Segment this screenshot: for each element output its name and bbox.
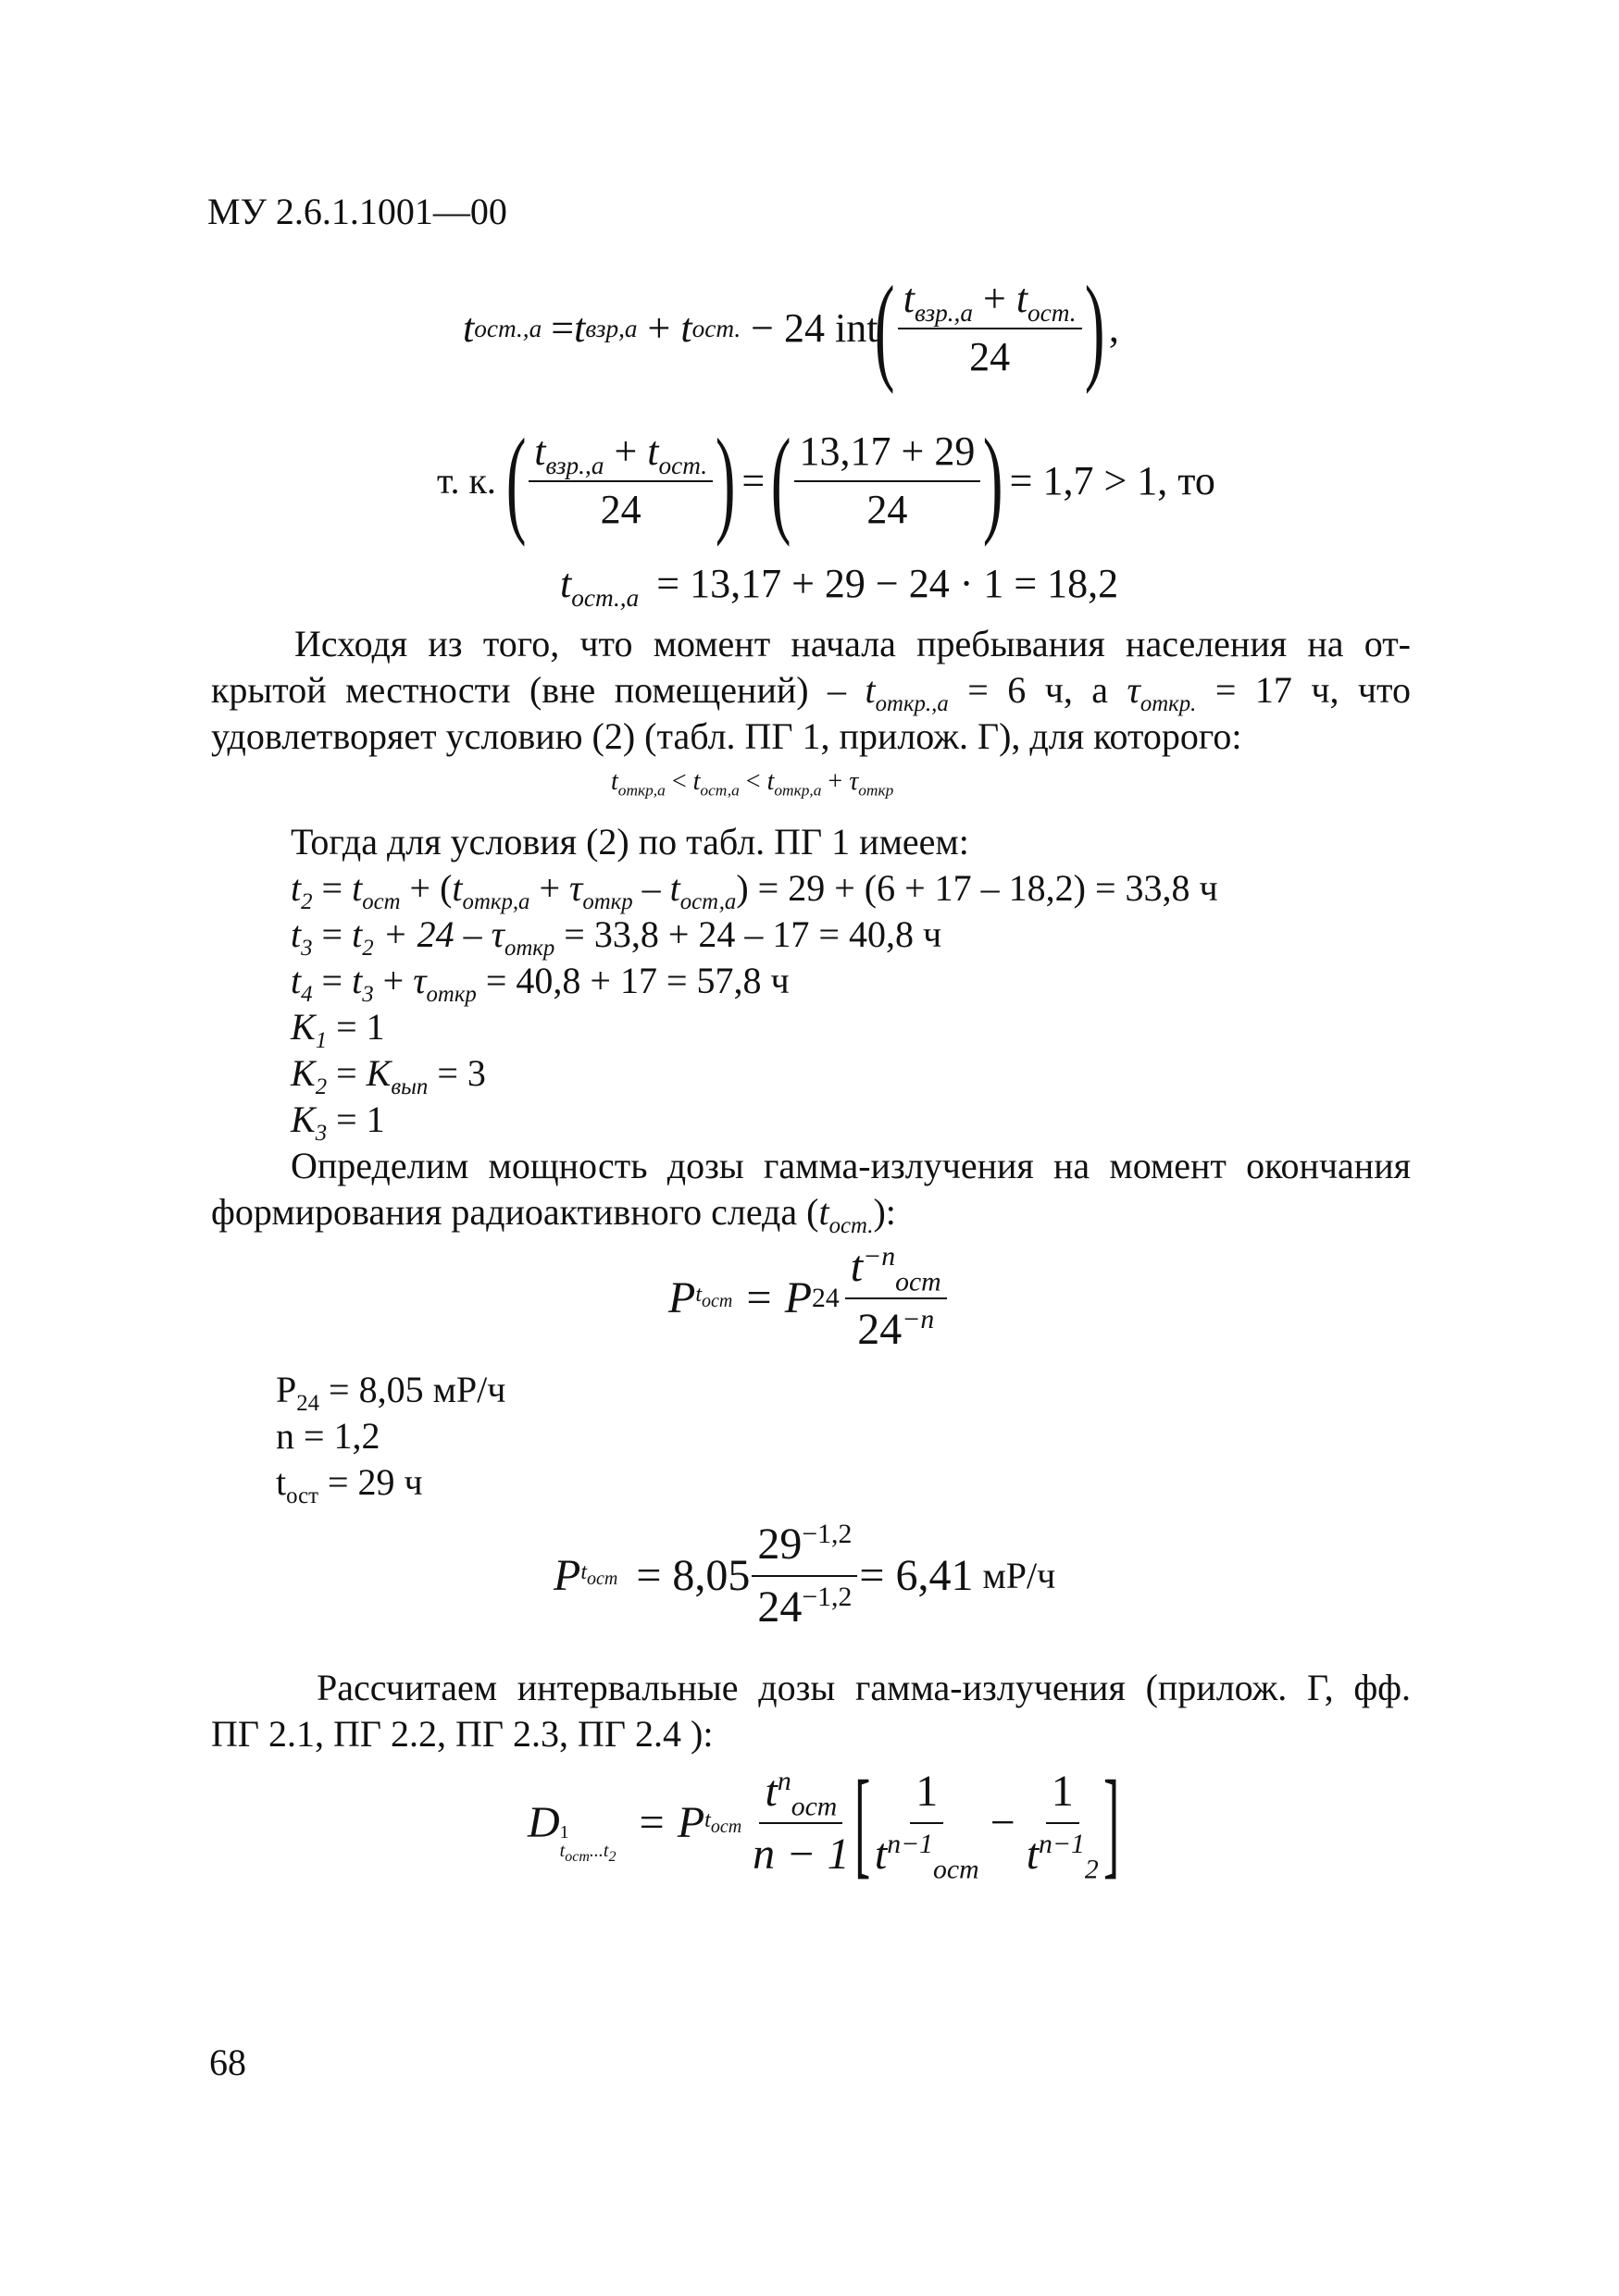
left-bracket: [ xyxy=(853,1756,870,1890)
formula-subscript: 1 xyxy=(559,1822,569,1843)
formula-operator: = xyxy=(312,960,353,1001)
formula-subscript: 3 xyxy=(362,982,374,1007)
formula-term: t xyxy=(766,767,775,796)
paragraph-line xyxy=(211,1190,1411,1238)
formula-operator: − 24 int xyxy=(741,304,878,351)
formula-subscript: ост xyxy=(895,1266,941,1297)
formula-term: K xyxy=(366,1052,392,1094)
page-number: 68 xyxy=(209,2042,246,2083)
formula-t4 xyxy=(291,959,790,1007)
formula-term: t xyxy=(452,867,463,909)
formula-term: t xyxy=(534,428,546,475)
formula-term: τ xyxy=(1127,669,1140,711)
formula-unit: мР/ч xyxy=(973,1554,1056,1596)
paragraph-line: ПГ 2.1, ПГ 2.2, ПГ 2.3, ПГ 2.4 ): xyxy=(211,1713,714,1755)
left-paren: ( xyxy=(875,262,895,395)
formula-subscript: откр xyxy=(582,889,633,914)
formula-term: P xyxy=(554,1550,581,1600)
formula-punct: , xyxy=(1108,304,1119,351)
paragraph-line xyxy=(211,668,1412,716)
formula-subscript: ост. xyxy=(1027,299,1077,327)
formula-operator: < xyxy=(739,767,767,796)
fraction-denominator: 24 xyxy=(969,334,1011,379)
paragraph-line: Рассчитаем интервальные дозы гамма-излучения (прилож. Г, фф. xyxy=(317,1667,1411,1708)
fraction-denominator: 24 xyxy=(866,487,908,532)
fraction-denominator: 24 xyxy=(600,487,641,532)
paragraph-moment-line3 xyxy=(211,714,1411,759)
formula-superscript: n−1 xyxy=(1039,1829,1085,1859)
formula-operator: + xyxy=(373,960,414,1001)
formula-operator: − xyxy=(990,1798,1015,1848)
fraction xyxy=(529,428,713,535)
formula-subscript: откр xyxy=(504,936,555,961)
formula-subscript: 2 xyxy=(301,889,313,914)
formula-term: t xyxy=(874,1830,888,1879)
formula-rhs: = 13,17 + 29 − 24 · 1 = 18,2 xyxy=(656,561,1119,606)
formula-subscript: ост xyxy=(362,889,401,914)
formula-term: t xyxy=(669,867,680,909)
formula-term: t xyxy=(291,867,302,909)
formula-operator: = 8,05 xyxy=(625,1550,751,1600)
formula-term: τ xyxy=(569,867,583,909)
formula-term: t xyxy=(560,561,572,606)
formula-operator: + xyxy=(637,304,681,351)
fraction-numerator: 1 xyxy=(1046,1765,1079,1824)
formula-operator: + xyxy=(604,428,648,475)
formula-term: 24 xyxy=(757,1582,803,1632)
formula-operator: = xyxy=(551,304,575,351)
text-fragment: ): xyxy=(873,1191,896,1233)
formula-subscript: 4 xyxy=(301,982,313,1007)
formula-term: t xyxy=(1026,1830,1040,1879)
formula-superscript: −n xyxy=(863,1241,896,1272)
formula-term: K xyxy=(291,1098,316,1140)
formula-operator: = P xyxy=(625,1798,705,1848)
paragraph-dose-rate-line2 xyxy=(211,1190,1411,1238)
formula-subscript: 2 xyxy=(608,1849,616,1865)
formula-subscript: откр xyxy=(426,982,477,1007)
paragraph-line: Исходя из того, что момент начала пребывания населения на от- xyxy=(294,623,1411,664)
formula-subscript: откр,а xyxy=(462,889,530,914)
formula-subscript: 24 xyxy=(296,1391,320,1416)
formula-subscript: ...t xyxy=(589,1841,609,1861)
formula-term: P xyxy=(668,1272,696,1322)
right-paren: ) xyxy=(715,415,736,548)
conditions-intro: Тогда для условия (2) по табл. ПГ 1 имеем: xyxy=(291,821,969,863)
formula-rhs: ) = 29 + (6 + 17 – 18,2) = 33,8 ч xyxy=(736,867,1218,909)
formula-rhs: = 3 xyxy=(428,1052,486,1094)
formula-subscript: взр.,а xyxy=(914,299,973,327)
formula-subscript: t xyxy=(559,1841,566,1861)
formula-p-tost: P $t_{ост}$ = P 24 $\frac{t^{-n}_{ост}}{24^{-n}}$ xyxy=(668,1240,953,1356)
formula-subscript: ост,а xyxy=(679,889,737,914)
formula-subscript: ост xyxy=(587,1568,618,1589)
condition-inequality xyxy=(611,766,893,798)
formula-term: K xyxy=(291,1052,316,1094)
formula-d1 xyxy=(528,1756,1120,1890)
fraction xyxy=(1021,1765,1104,1885)
formula-term: t xyxy=(692,767,701,796)
document-code: МУ 2.6.1.1001—00 xyxy=(207,191,507,232)
right-bracket: ] xyxy=(1102,1756,1120,1890)
text-fragment: = 17 ч, что xyxy=(1196,669,1412,711)
formula-operator: = xyxy=(327,1052,367,1094)
formula-subscript: ост xyxy=(702,1290,733,1311)
formula-subscript: 2 xyxy=(362,936,374,961)
formula-subscript: ост xyxy=(286,1483,318,1508)
formula-t-ost-a: t ост.,а = t взр,а + t ост. − 24 int ( $\frac{t_{взр.,а} + t_{ост.}}{24}$ ) , xyxy=(463,262,1119,395)
param-p24 xyxy=(276,1368,506,1416)
formula-operator: + xyxy=(529,867,570,909)
formula-rhs: = 29 ч xyxy=(318,1461,423,1503)
formula-subscript: t xyxy=(580,1560,587,1585)
formula-subscript: вып xyxy=(391,1074,429,1099)
formula-subscript: ост.,а xyxy=(571,583,640,612)
formula-operator: + ( xyxy=(400,867,453,909)
formula-subscript: откр.,а xyxy=(875,691,949,716)
formula-term: t xyxy=(1015,276,1028,322)
formula-subscript: 3 xyxy=(315,1121,328,1146)
formula-rhs: = 33,8 + 24 – 17 = 40,8 ч xyxy=(554,913,942,955)
formula-subscript: откр,а xyxy=(617,781,666,800)
formula-term: K xyxy=(291,1006,316,1048)
formula-superscript: −1,2 xyxy=(802,1581,853,1612)
formula-term: t xyxy=(291,913,302,955)
formula-t-ost-a-result xyxy=(560,560,1119,612)
formula-t2 xyxy=(291,866,1218,914)
formula-subscript: взр.,а xyxy=(545,452,604,479)
formula-term: 29 xyxy=(757,1520,803,1569)
formula-subscript: ост xyxy=(565,1849,590,1865)
formula-term: P xyxy=(276,1369,297,1410)
formula-superscript: −1,2 xyxy=(802,1519,853,1549)
formula-condition-check xyxy=(437,415,1215,548)
formula-term: t xyxy=(765,1767,778,1817)
formula-operator: + xyxy=(972,276,1016,322)
formula-prefix: т. к. xyxy=(437,460,496,502)
formula-subscript: 3 xyxy=(301,936,313,961)
formula-t3 xyxy=(291,912,942,961)
right-paren: ) xyxy=(983,415,1003,548)
formula-operator: = xyxy=(741,457,766,503)
fraction xyxy=(869,1765,985,1885)
paragraph-dose-rate xyxy=(211,1144,1411,1188)
formula-operator: = P xyxy=(743,1272,813,1322)
fraction xyxy=(752,1518,857,1633)
formula-subscript: ост xyxy=(791,1792,838,1822)
fraction xyxy=(845,1240,947,1356)
formula-subscript: ост,а xyxy=(700,781,740,800)
fraction xyxy=(898,275,1082,382)
formula-operator: – xyxy=(632,867,670,909)
formula-operator: < xyxy=(665,767,693,796)
formula-term: τ xyxy=(491,913,504,955)
formula-term: t xyxy=(647,428,659,475)
formula-term: 24 xyxy=(857,1304,903,1354)
formula-term: t xyxy=(463,304,475,351)
formula-subscript: откр,а xyxy=(774,781,822,800)
text-fragment: крытой местности (вне помещений) – xyxy=(211,669,866,711)
formula-term: t xyxy=(352,867,363,909)
formula-term: t xyxy=(611,767,618,796)
formula-subscript: ост xyxy=(933,1854,979,1885)
formula-term: t xyxy=(680,304,692,351)
formula-subscript: t xyxy=(704,1807,711,1832)
left-paren: ( xyxy=(505,415,527,548)
formula-term: t xyxy=(865,669,876,711)
formula-subscript: 2 xyxy=(1084,1854,1099,1885)
formula-term: τ xyxy=(413,960,427,1001)
formula-subscript: ост. xyxy=(828,1213,874,1238)
formula-term: t xyxy=(850,1242,864,1291)
formula-rhs: = 1 xyxy=(327,1098,385,1140)
formula-subscript: ост. xyxy=(658,452,708,479)
formula-term: t xyxy=(352,960,363,1001)
param-n: n = 1,2 xyxy=(276,1415,380,1457)
formula-operator: = xyxy=(312,867,353,909)
paragraph-interval-doses-line2 xyxy=(211,1712,1411,1756)
formula-subscript: откр xyxy=(858,781,894,800)
formula-term: τ xyxy=(849,767,859,796)
paragraph-line: удовлетворяет условию (2) (табл. ПГ 1, прилож. Г), для которого: xyxy=(211,715,1242,757)
formula-result: = 6,41 xyxy=(859,1550,974,1600)
param-tost xyxy=(276,1460,423,1508)
formula-subscript: t xyxy=(695,1283,702,1308)
formula-result: = 1,7 > 1, то xyxy=(1009,457,1215,503)
paragraph-moment-line2 xyxy=(211,668,1412,716)
formula-operator: + 24 – xyxy=(373,913,492,955)
formula-subscript: 2 xyxy=(315,1074,328,1099)
formula-term: t xyxy=(903,276,915,322)
left-paren: ( xyxy=(771,415,791,548)
formula-term: t xyxy=(276,1461,287,1503)
formula-subscript: 1 xyxy=(315,1028,328,1053)
formula-superscript: n−1 xyxy=(887,1829,934,1859)
formula-rhs: = 40,8 + 17 = 57,8 ч xyxy=(476,960,790,1001)
formula-superscript: −n xyxy=(902,1303,935,1334)
formula-subscript: откр. xyxy=(1140,691,1197,716)
text-fragment: формирования радиоактивного следа ( xyxy=(211,1191,819,1233)
formula-rhs: = 1 xyxy=(327,1006,385,1048)
paragraph-interval-doses xyxy=(211,1666,1411,1710)
paragraph-line: Определим мощность дозы гамма-излучения на момент окончания xyxy=(291,1145,1411,1186)
fraction-numerator: 1 xyxy=(910,1765,943,1824)
right-paren: ) xyxy=(1084,262,1105,395)
formula-operator: + xyxy=(821,767,850,796)
formula-superscript: n xyxy=(777,1766,791,1797)
fraction xyxy=(794,428,981,535)
fraction-numerator: 13,17 + 29 xyxy=(794,428,981,482)
fraction xyxy=(747,1765,854,1880)
formula-rhs: = 8,05 мР/ч xyxy=(319,1369,506,1410)
formula-k3 xyxy=(291,1098,385,1146)
formula-k2 xyxy=(291,1051,486,1099)
formula-term: t xyxy=(818,1191,829,1233)
formula-term: t xyxy=(574,304,586,351)
fraction-denominator: n − 1 xyxy=(753,1830,850,1879)
formula-p-tost-calc xyxy=(554,1518,1055,1633)
formula-term: t xyxy=(352,913,363,955)
formula-k1 xyxy=(291,1005,385,1053)
formula-operator: = xyxy=(312,913,353,955)
paragraph-moment xyxy=(211,622,1411,666)
formula-term: t xyxy=(291,960,302,1001)
formula-subscript: ост xyxy=(710,1816,742,1837)
formula-term: D xyxy=(528,1798,560,1848)
text-fragment: = 6 ч, а xyxy=(948,669,1127,711)
